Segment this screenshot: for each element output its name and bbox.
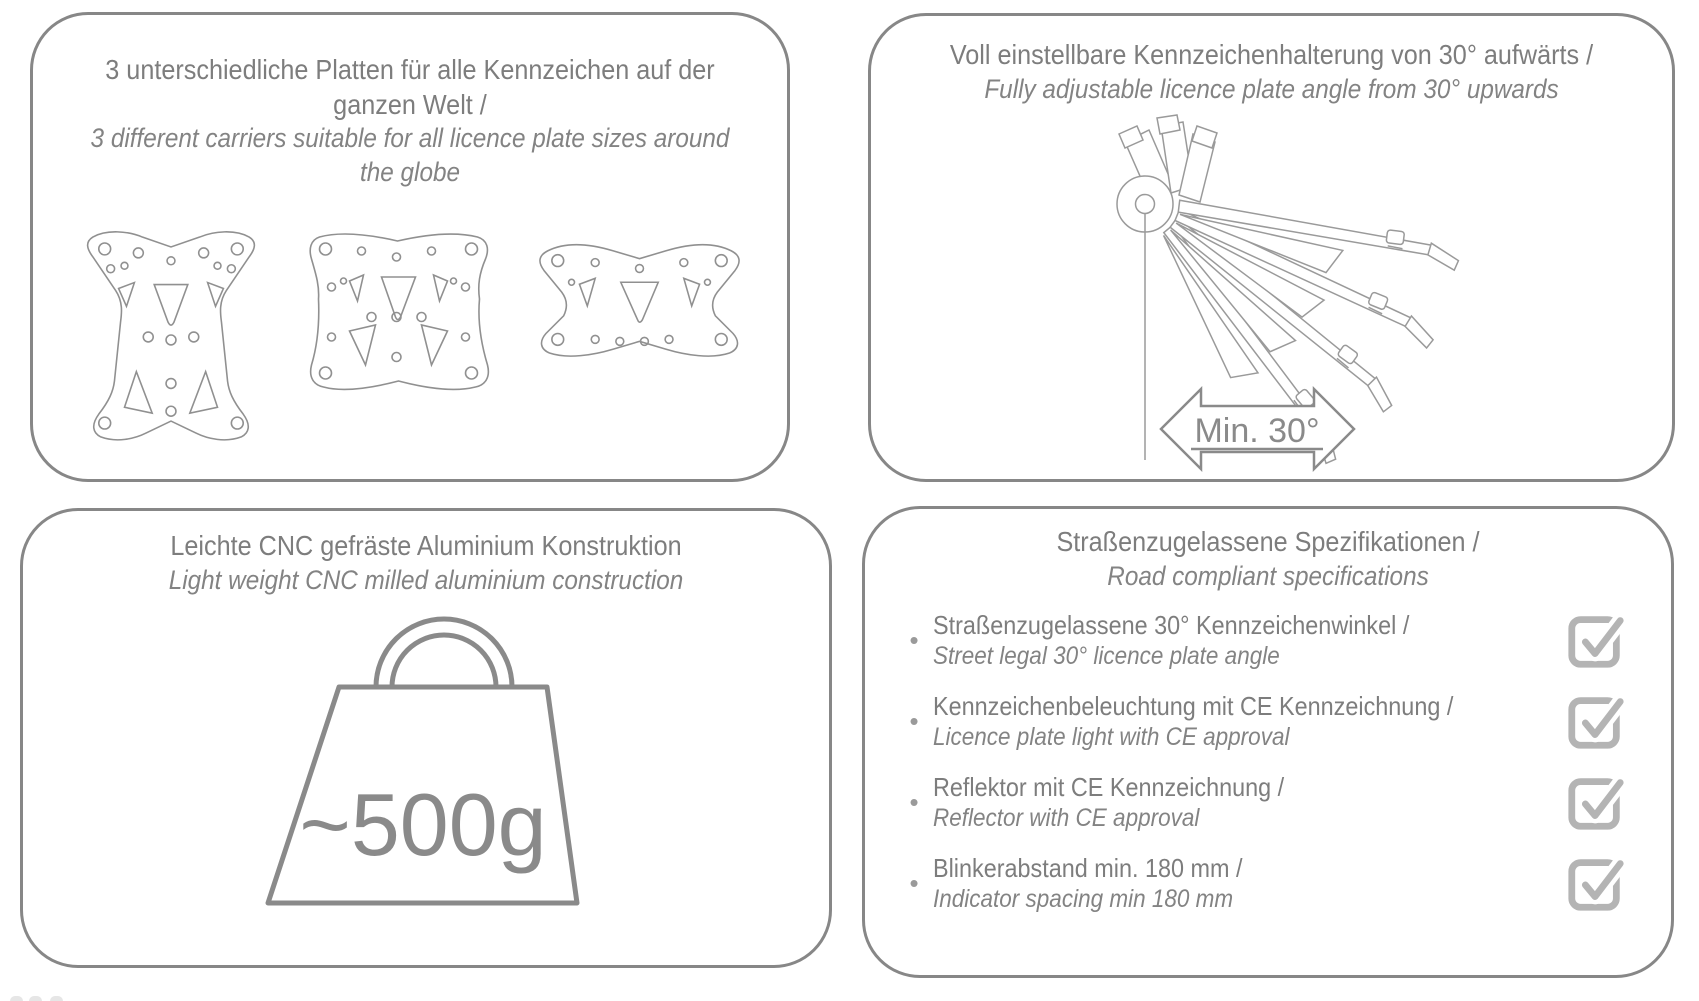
weight-icon <box>261 607 591 919</box>
checked-checkbox-icon <box>1565 690 1627 752</box>
bullet-dot: • <box>909 706 919 737</box>
weight-heading <box>23 511 829 597</box>
cropped-dot <box>50 996 63 1001</box>
adjustable-title-en: Fully adjustable licence plate angle from 30° upwards <box>984 73 1559 104</box>
carriers-title-de: 3 unterschiedliche Platten für alle Kennzeichen auf der ganzen Welt / <box>105 54 715 120</box>
spec-item-de: Blinkerabstand min. 180 mm / <box>933 852 1243 883</box>
adjustable-heading <box>871 16 1672 106</box>
carrier-plate-drawing-3 <box>533 235 747 365</box>
spec-item-en: Reflector with CE approval <box>933 803 1200 832</box>
spec-item-de: Kennzeichenbeleuchtung mit CE Kennzeichnung / <box>933 690 1454 721</box>
spec-item <box>895 771 1627 833</box>
spec-item-en: Street legal 30° licence plate angle <box>933 641 1280 670</box>
carrier-plate-drawing-2 <box>301 225 497 397</box>
spec-item <box>895 690 1627 752</box>
panel-carriers <box>30 12 790 482</box>
checked-checkbox-icon <box>1565 771 1627 833</box>
carriers-heading <box>33 15 787 189</box>
checked-checkbox-icon <box>1565 852 1627 914</box>
spec-item <box>895 609 1627 671</box>
specs-title-de: Straßenzugelassene Spezifikationen / <box>1056 526 1480 557</box>
adjustable-title-de: Voll einstellbare Kennzeichenhalterung von 30° aufwärts / <box>949 39 1594 70</box>
weight-title-en: Light weight CNC milled aluminium construction <box>168 564 684 595</box>
specs-heading <box>865 509 1671 593</box>
checked-checkbox-icon <box>1565 609 1627 671</box>
adjustable-angle-drawing <box>929 104 1489 476</box>
spec-item-en: Licence plate light with CE approval <box>933 722 1290 751</box>
panel-weight <box>20 508 832 968</box>
spec-item-en: Indicator spacing min 180 mm <box>933 884 1234 913</box>
weight-title-de: Leichte CNC gefräste Aluminium Konstruktion <box>170 530 682 561</box>
bullet-dot: • <box>909 787 919 818</box>
carrier-plate-drawing-1 <box>77 223 265 449</box>
bullet-dot: • <box>909 625 919 656</box>
weight-value: ~500g <box>299 775 547 875</box>
carriers-title-en: 3 different carriers suitable for all licence plate sizes around the globe <box>90 123 730 187</box>
spec-item-de: Straßenzugelassene 30° Kennzeichenwinkel / <box>933 609 1410 640</box>
panel-specs <box>862 506 1674 978</box>
spec-item-de: Reflektor mit CE Kennzeichnung / <box>933 771 1285 802</box>
bullet-dot: • <box>909 868 919 899</box>
spec-list <box>865 609 1671 914</box>
panel-adjustable-angle <box>868 13 1675 482</box>
spec-item <box>895 852 1627 914</box>
cropped-dot <box>29 996 42 1001</box>
specs-title-en: Road compliant specifications <box>1107 560 1429 591</box>
cropped-dot <box>10 996 23 1001</box>
min-angle-label: Min. 30° <box>1194 412 1320 450</box>
carrier-plates-row <box>77 223 787 449</box>
